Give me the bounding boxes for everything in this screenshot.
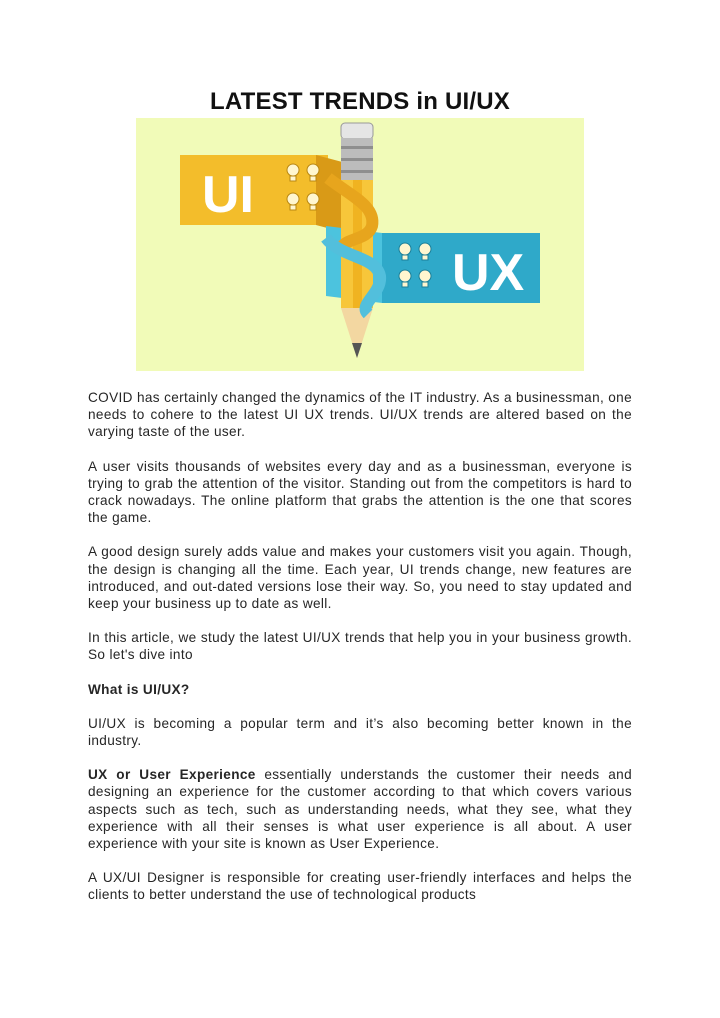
- paragraph: UI/UX is becoming a popular term and it’s also becoming better known in the industry.: [88, 715, 632, 749]
- paragraph: A good design surely adds value and makes your customers visit you again. Though, the design is changing all the time. Each year, UI trends change, new features are introduced, and out-dated versions lose their way. So, you need to stay updated and keep your business up to date as well.: [88, 544, 632, 612]
- bold-term: UX or User Experience: [88, 767, 256, 783]
- paragraph: A user visits thousands of websites every day and as a businessman, everyone is trying to grab the attention of the visitor. Standing out from the competitors is hard to crack nowadays. The online platform that grabs the attention is the one that scores the game.: [88, 458, 632, 526]
- page-title: LATEST TRENDS in UI/UX: [210, 88, 510, 115]
- article-body: [88, 389, 632, 921]
- paragraph-text: essentially understands the customer their needs and designing an experience for the customer according to that which covers various aspects such as tech, such as understanding needs, what they see, what they experience with all their senses is what user experience is all about. A user experience with your site is known as User Experience.: [88, 767, 632, 852]
- paragraph: COVID has certainly changed the dynamics of the IT industry. As a businessman, one needs to cohere to the latest UI UX trends. UI/UX trends are altered based on the varying taste of the user.: [88, 390, 632, 440]
- ui-ux-illustration: [136, 118, 584, 371]
- paragraph: In this article, we study the latest UI/UX trends that help you in your business growth. So let's dive into: [88, 630, 632, 663]
- ui-label: UI: [202, 166, 254, 224]
- paragraph: A UX/UI Designer is responsible for creating user-friendly interfaces and helps the clients to better understand the use of technological products: [88, 870, 632, 903]
- ux-label: UX: [452, 244, 525, 302]
- paragraph: [88, 766, 632, 852]
- section-heading: What is UI/UX?: [88, 681, 190, 697]
